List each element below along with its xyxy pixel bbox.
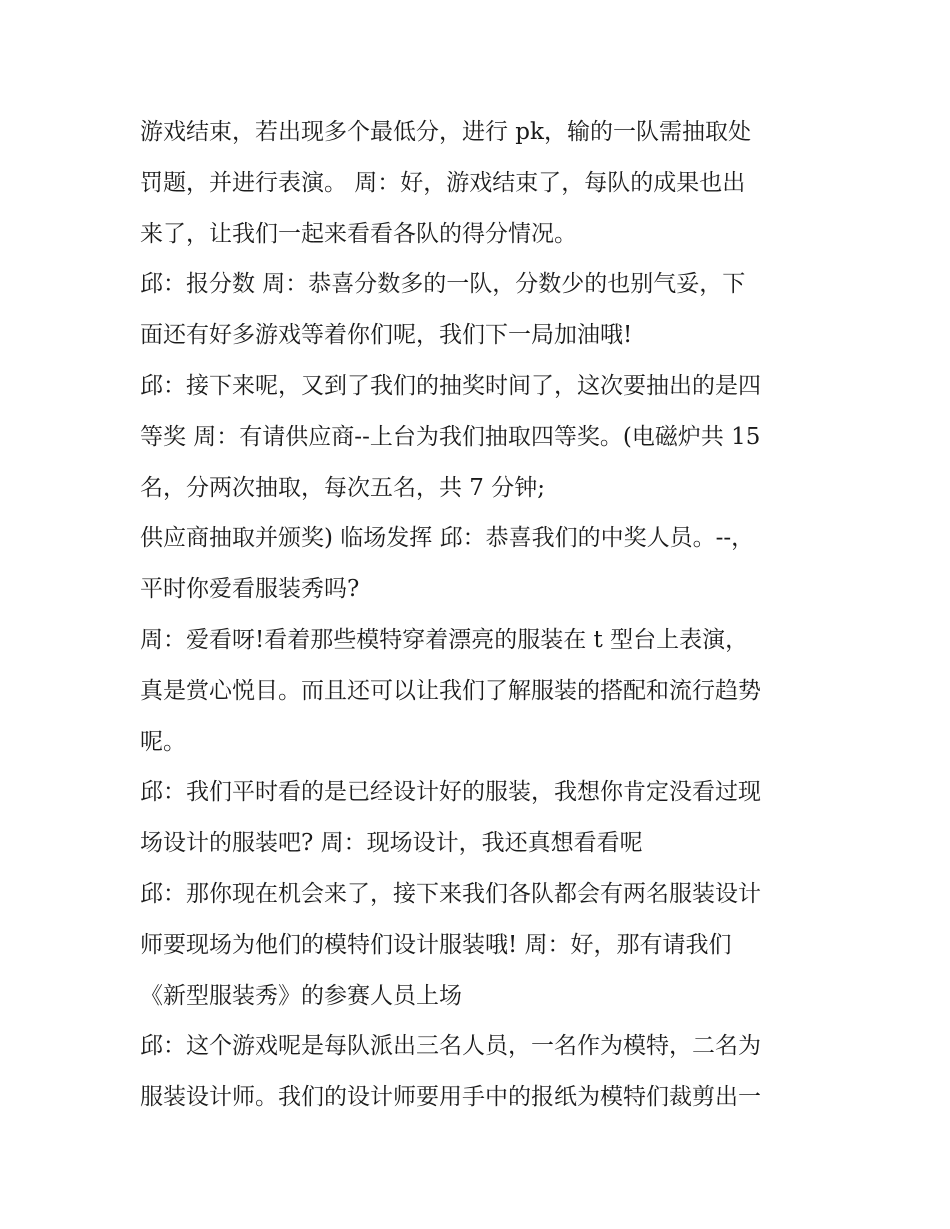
text-line: 来了，让我们一起来看看各队的得分情况。 (140, 220, 577, 247)
text-line: 服装设计师。我们的设计师要用手中的报纸为模特们裁剪出一 (140, 1084, 761, 1111)
text-line: 《新型服装秀》的参赛人员上场 (140, 982, 462, 1009)
text-line: 邱：这个游戏呢是每队派出三名人员，一名作为模特，二名为 (140, 1033, 761, 1060)
text-line: 师要现场为他们的模特们设计服装哦! 周：好，那有请我们 (140, 931, 732, 958)
text-line: 呢。 (140, 728, 186, 755)
text-line: 罚题，并进行表演。 周：好，游戏结束了，每队的成果也出 (140, 169, 746, 196)
text-line: 场设计的服装吧? 周：现场设计，我还真想看看呢 (140, 830, 643, 857)
text-line: 游戏结束，若出现多个最低分，进行 pk，输的一队需抽取处 (140, 119, 751, 145)
text-line: 供应商抽取并颁奖) 临场发挥 邱：恭喜我们的中奖人员。--， (140, 525, 755, 552)
text-line: 平时你爱看服装秀吗? (140, 576, 360, 603)
body-text (140, 107, 830, 1123)
text-line: 邱：报分数 周：恭喜分数多的一队，分数少的也别气妥，下 (140, 271, 746, 298)
text-line: 真是赏心悦目。而且还可以让我们了解服装的搭配和流行趋势 (140, 677, 761, 704)
text-line: 面还有好多游戏等着你们呢，我们下一局加油哦! (140, 322, 633, 349)
text-line: 等奖 周：有请供应商--上台为我们抽取四等奖。(电磁炉共 15 (140, 423, 761, 450)
text-line: 邱：我们平时看的是已经设计好的服装，我想你肯定没看过现 (140, 779, 761, 806)
text-line: 邱：那你现在机会来了，接下来我们各队都会有两名服装设计 (140, 880, 761, 907)
text-line: 邱：接下来呢，又到了我们的抽奖时间了，这次要抽出的是四 (140, 372, 761, 399)
text-line: 周：爱看呀!看着那些模特穿着漂亮的服装在 t 型台上表演， (140, 626, 749, 653)
text-line: 名，分两次抽取，每次五名，共 7 分钟; (140, 474, 546, 501)
